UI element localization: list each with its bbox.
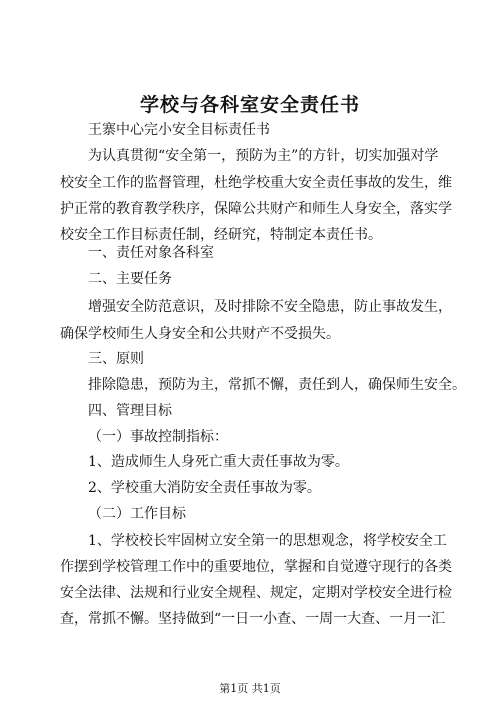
intro-line-1: 为认真贯彻“安全第一，预防为主”的方针，切实加强对学 <box>88 148 439 164</box>
subsection-4-2-line-1: 1、学校校长牢固树立安全第一的思想观念，将学校安全工 <box>88 533 447 549</box>
subsection-4-2-line-3: 安全法律、法规和行业安全规程、规定，定期对学校安全进行检 <box>60 585 452 601</box>
section-heading-3: 三、原则 <box>88 351 144 367</box>
subsection-4-1-item-1: 1、造成师生人身死亡重大责任事故为零。 <box>88 454 349 470</box>
intro-line-2: 校安全工作的监督管理，杜绝学校重大安全责任事故的发生，维 <box>60 175 452 191</box>
section-2-line-1: 增强安全防范意识，及时排除不安全隐患，防止事故发生， <box>88 299 452 315</box>
subsection-4-2-line-4: 查，常抓不懈。坚持做到“一日一小查、一周一大查、一月一汇 <box>60 611 446 627</box>
section-3-line-1: 排除隐患，预防为主，常抓不懈，责任到人，确保师生安全。 <box>88 377 466 393</box>
subsection-4-2-line-2: 作摆到学校管理工作中的重要地位，掌握和自觉遵守现行的各类 <box>60 559 452 575</box>
page-footer: 第1页 共1页 <box>219 682 281 695</box>
document-subtitle: 王寨中心完小安全目标责任书 <box>88 122 270 138</box>
subsection-heading-4-2: （二）工作目标 <box>88 506 186 522</box>
section-2-line-2: 确保学校师生人身安全和公共财产不受损失。 <box>60 326 340 342</box>
subsection-4-1-item-2: 2、学校重大消防安全责任事故为零。 <box>88 480 321 496</box>
section-heading-2: 二、主要任务 <box>88 271 172 287</box>
section-heading-4: 四、管理目标 <box>88 403 172 419</box>
intro-line-4: 校安全工作目标责任制，经研究，特制定本责任书。 <box>60 227 382 243</box>
intro-line-3: 护正常的教育教学秩序，保障公共财产和师生人身安全，落实学 <box>60 201 452 217</box>
subsection-heading-4-1: （一）事故控制指标： <box>88 429 228 445</box>
section-heading-1: 一、责任对象各科室 <box>88 245 214 261</box>
document-title: 学校与各科室安全责任书 <box>139 94 360 116</box>
